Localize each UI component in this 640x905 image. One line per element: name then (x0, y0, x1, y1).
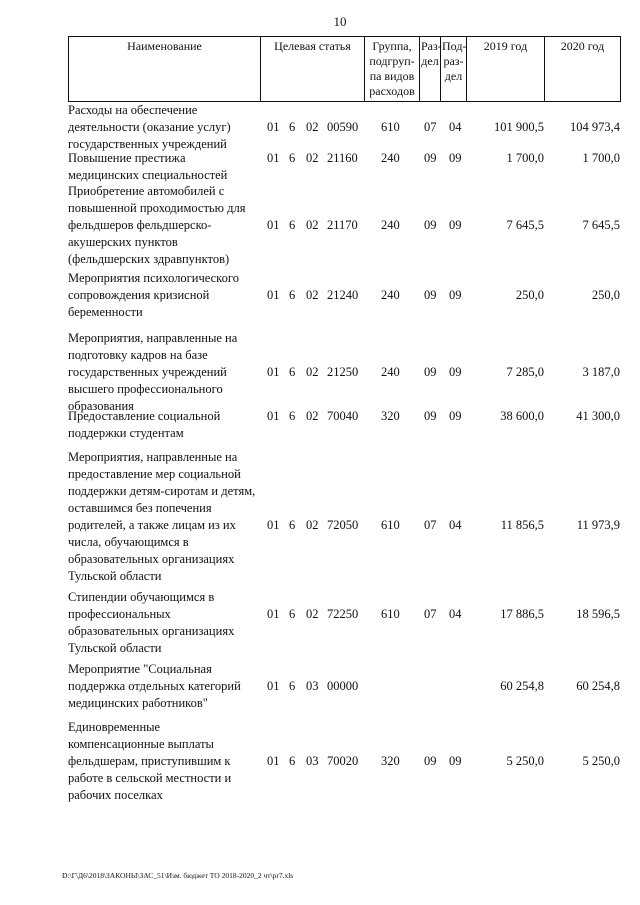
row-name-line: образования (68, 399, 134, 413)
row-name-line: высшего профессионального (68, 382, 223, 396)
subsection-code: 04 (449, 518, 462, 532)
target-code: 00590 (327, 120, 359, 134)
row-name-line: Мероприятие "Социальная (68, 662, 212, 676)
row-name (68, 183, 273, 268)
target-code: 21240 (327, 288, 359, 302)
target-program: 01 (267, 120, 280, 134)
header-name: Наименование (69, 37, 261, 102)
subsection-code: 09 (449, 151, 462, 165)
target-measure: 02 (306, 288, 319, 302)
row-name-line: подготовку кадров на базе (68, 348, 208, 362)
value-2020: 5 250,0 (582, 754, 620, 768)
row-name-line: Мероприятия, направленные на (68, 331, 238, 345)
target-subprogram: 6 (289, 120, 296, 134)
target-subprogram: 6 (289, 218, 296, 232)
section-code: 09 (424, 754, 437, 768)
value-2019: 5 250,0 (506, 754, 544, 768)
subsection-code: 09 (449, 754, 462, 768)
row-name-line: повышенной проходимостью для (68, 201, 246, 215)
target-code: 72050 (327, 518, 359, 532)
row-name-line: Повышение престижа (68, 151, 186, 165)
target-code: 21170 (327, 218, 358, 232)
row-name-line: медицинских работников" (68, 696, 208, 710)
target-measure: 02 (306, 607, 319, 621)
subsection-code: 09 (449, 409, 462, 423)
target-program: 01 (267, 288, 280, 302)
value-2019: 1 700,0 (506, 151, 544, 165)
section-code: 09 (424, 218, 437, 232)
row-name (68, 449, 273, 585)
group-code: 240 (381, 151, 400, 165)
subsection-code: 09 (449, 218, 462, 232)
row-name-line: деятельности (оказание услуг) (68, 120, 231, 134)
target-measure: 02 (306, 218, 319, 232)
row-name-line: Единовременные (68, 720, 161, 734)
value-2019: 7 285,0 (506, 365, 544, 379)
page-number: 10 (333, 14, 347, 29)
target-measure: 02 (306, 409, 319, 423)
subsection-code: 09 (449, 365, 462, 379)
target-subprogram: 6 (289, 754, 296, 768)
row-name-line: числа, обучающимся в (68, 535, 189, 549)
target-subprogram: 6 (289, 679, 296, 693)
row-name-line: Предоставление социальной (68, 409, 221, 423)
row-name (68, 270, 273, 321)
target-subprogram: 6 (289, 409, 296, 423)
row-name-line: акушерских пунктов (68, 235, 178, 249)
target-measure: 02 (306, 518, 319, 532)
target-measure: 03 (306, 679, 319, 693)
row-name (68, 589, 273, 657)
value-2020: 7 645,5 (582, 218, 620, 232)
row-name-line: рабочих поселках (68, 788, 163, 802)
section-code: 07 (424, 120, 437, 134)
subsection-code: 04 (449, 607, 462, 621)
value-2019: 60 254,8 (500, 679, 544, 693)
header-subsection-line: дел (444, 69, 463, 83)
target-program: 01 (267, 607, 280, 621)
value-2019: 101 900,5 (494, 120, 544, 134)
row-name (68, 661, 273, 712)
target-measure: 02 (306, 120, 319, 134)
group-code: 610 (381, 120, 400, 134)
row-name-line: государственных учреждений (68, 137, 227, 151)
row-name (68, 150, 273, 184)
section-code: 09 (424, 365, 437, 379)
file-path-footer: D:\Г\Д6\2018\ЗАКОНЫ\ЗАС_51\Изм. бюджет ТО 2018-2020_2 чт\pr7.xls (62, 871, 294, 880)
target-subprogram: 6 (289, 151, 296, 165)
target-measure: 02 (306, 151, 319, 165)
row-name-line: работе в сельской местности и (68, 771, 232, 785)
row-name (68, 102, 273, 153)
target-subprogram: 6 (289, 288, 296, 302)
value-2020: 60 254,8 (576, 679, 620, 693)
row-name-line: образовательных организациях (68, 624, 235, 638)
target-subprogram: 6 (289, 518, 296, 532)
target-code: 21160 (327, 151, 358, 165)
row-name-line: предоставление мер социальной (68, 467, 241, 481)
header-section-line: Раз- (421, 39, 442, 53)
row-name-line: компенсационные выплаты (68, 737, 214, 751)
row-name-line: Тульской области (68, 641, 162, 655)
subsection-code: 09 (449, 288, 462, 302)
row-name-line: (фельдшерских здравпунктов) (68, 252, 230, 266)
group-code: 320 (381, 754, 400, 768)
header-subsection-line: Под- (442, 39, 467, 53)
row-name (68, 719, 273, 804)
value-2020: 18 596,5 (576, 607, 620, 621)
row-name-line: образовательных организациях (68, 552, 235, 566)
value-2019: 250,0 (515, 288, 544, 302)
section-code: 09 (424, 409, 437, 423)
section-code: 07 (424, 518, 437, 532)
row-name-line: Мероприятия психологического (68, 271, 239, 285)
row-name-line: Тульской области (68, 569, 162, 583)
target-code: 70040 (327, 409, 359, 423)
row-name-line: Расходы на обеспечение (68, 103, 198, 117)
target-measure: 03 (306, 754, 319, 768)
row-name-line: родителей, а также лицам из их (68, 518, 236, 532)
target-subprogram: 6 (289, 607, 296, 621)
header-section-line: дел (421, 54, 439, 68)
target-program: 01 (267, 151, 280, 165)
target-program: 01 (267, 679, 280, 693)
target-code: 21250 (327, 365, 359, 379)
row-name-line: оставшимся без попечения (68, 501, 212, 515)
section-code: 09 (424, 151, 437, 165)
row-name-line: медицинских специальностей (68, 168, 228, 182)
row-name-line: поддержки детям-сиротам и детям, (68, 484, 256, 498)
row-name (68, 330, 273, 415)
target-program: 01 (267, 365, 280, 379)
target-measure: 02 (306, 365, 319, 379)
row-name-line: поддержка отдельных категорий (68, 679, 241, 693)
target-program: 01 (267, 518, 280, 532)
value-2020: 250,0 (591, 288, 620, 302)
section-code: 09 (424, 288, 437, 302)
header-group-line: па видов (369, 69, 415, 83)
row-name (68, 408, 273, 442)
group-code: 610 (381, 518, 400, 532)
row-name-line: фельдшеров фельдшерско- (68, 218, 212, 232)
value-2020: 1 700,0 (582, 151, 620, 165)
row-name-line: профессиональных (68, 607, 171, 621)
header-2020: 2020 год (545, 37, 621, 102)
row-name-line: Мероприятия, направленные на (68, 450, 238, 464)
value-2019: 38 600,0 (500, 409, 544, 423)
target-code: 00000 (327, 679, 359, 693)
target-code: 70020 (327, 754, 359, 768)
group-code: 240 (381, 218, 400, 232)
value-2020: 104 973,4 (570, 120, 620, 134)
target-subprogram: 6 (289, 365, 296, 379)
header-group-line: расходов (369, 84, 415, 98)
value-2020: 11 973,9 (576, 518, 620, 532)
section-code: 07 (424, 607, 437, 621)
group-code: 240 (381, 365, 400, 379)
target-program: 01 (267, 754, 280, 768)
header-subsection-line: раз- (443, 54, 464, 68)
header-target: Целевая статья (261, 37, 365, 102)
target-program: 01 (267, 409, 280, 423)
group-code: 320 (381, 409, 400, 423)
row-name-line: поддержки студентам (68, 426, 184, 440)
target-code: 72250 (327, 607, 359, 621)
target-program: 01 (267, 218, 280, 232)
value-2019: 17 886,5 (500, 607, 544, 621)
value-2020: 41 300,0 (576, 409, 620, 423)
value-2020: 3 187,0 (582, 365, 620, 379)
group-code: 610 (381, 607, 400, 621)
row-name-line: Приобретение автомобилей с (68, 184, 225, 198)
row-name-line: фельдшерам, приступившим к (68, 754, 231, 768)
value-2019: 11 856,5 (500, 518, 544, 532)
header-group-line: подгруп- (369, 54, 415, 68)
value-2019: 7 645,5 (506, 218, 544, 232)
row-name-line: Стипендии обучающимся в (68, 590, 215, 604)
row-name-line: государственных учреждений (68, 365, 227, 379)
header-2019: 2019 год (467, 37, 545, 102)
row-name-line: беременности (68, 305, 143, 319)
subsection-code: 04 (449, 120, 462, 134)
row-name-line: сопровождения кризисной (68, 288, 210, 302)
header-group-line: Группа, (372, 39, 412, 53)
group-code: 240 (381, 288, 400, 302)
